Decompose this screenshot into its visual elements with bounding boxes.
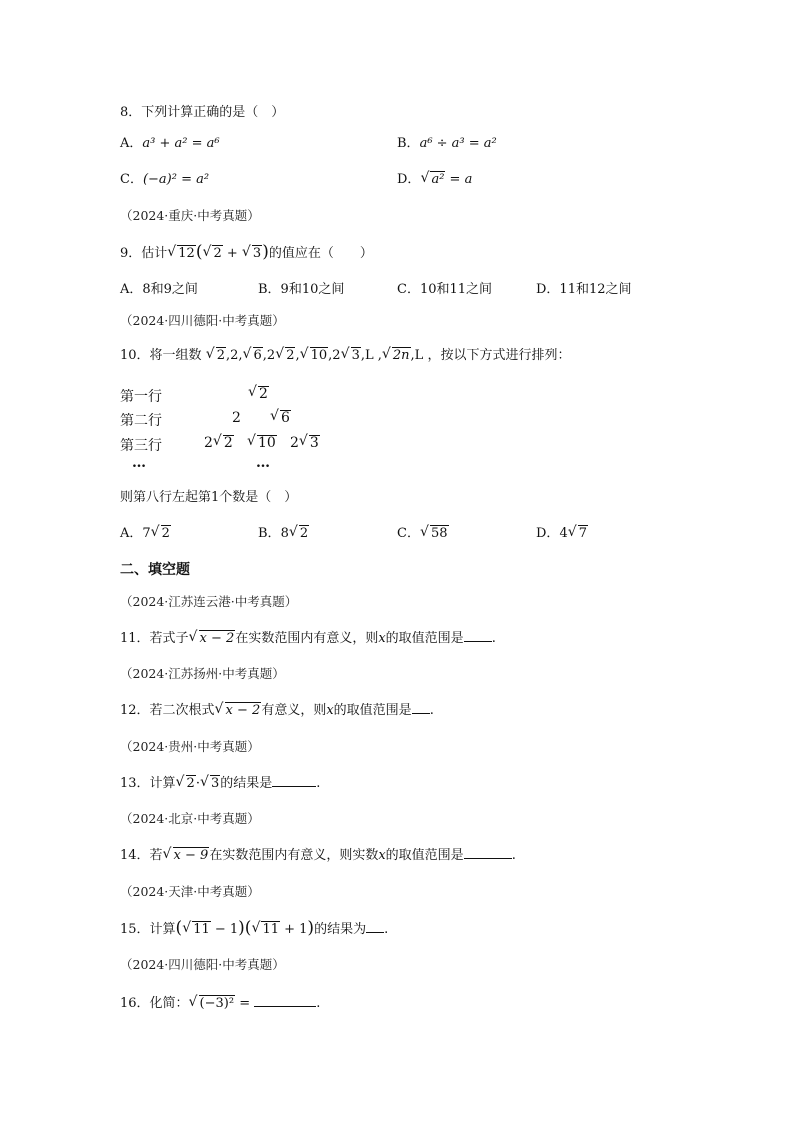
q9-option-a: A．8和9之间 [120, 282, 198, 297]
q12-pre: 12．若二次根式 [120, 703, 215, 718]
q10-option-d [536, 525, 588, 543]
sqrt-symbol [152, 525, 171, 543]
q13-post: 的结果是 [220, 776, 273, 791]
q10-row1-label: 第一行 [120, 388, 162, 404]
q15-end: . [384, 922, 389, 937]
sqrt-symbol [183, 921, 211, 939]
q9-stem: 9．估计√ 12(√ 2 + √ 3)的值应在（ ） [120, 243, 373, 263]
q10-stem: 10．将一组数 √ 2,2,√ 6,2√ 2,√ 10,2√ 3,L ,√ 2n,L ，按以下方式进行排列： [120, 347, 570, 365]
q16-eq: = [235, 996, 255, 1011]
sqrt-symbol [201, 775, 220, 793]
radicand: 11 [262, 922, 279, 937]
q15-pre: 15．计算 [120, 922, 176, 937]
q14-post: 的取值范围是 [385, 848, 464, 863]
source-q16: （2024·四川德阳·中考真题） [120, 957, 285, 972]
sqrt-symbol [383, 347, 411, 365]
q8-option-d [397, 171, 472, 189]
section-heading: 二、填空题 [120, 562, 190, 578]
q8-option-b-text: a⁶ ÷ a³ = a² [419, 136, 497, 151]
q12-mid: 有意义，则 [261, 703, 327, 718]
q9-option-d: D．11和12之间 [536, 282, 632, 297]
radicand: 10 [310, 348, 328, 363]
q10-ellipsis-left: … [132, 455, 146, 471]
q10-ellipsis-center: … [256, 455, 270, 471]
q10-row3-label: 第三行 [120, 437, 162, 453]
source-q12: （2024·江苏扬州·中考真题） [120, 666, 285, 681]
sqrt-symbol [244, 347, 263, 365]
q10-stem-pre: 10．将一组数 [120, 348, 202, 363]
q15-post: 的结果为 [314, 922, 367, 937]
sqrt-symbol [177, 775, 196, 793]
q8-option-d-radicand: a² [431, 172, 445, 187]
sqrt-symbol [207, 347, 226, 365]
q12-var: x [326, 703, 334, 718]
sqrt-symbol [301, 347, 329, 365]
radicand: 2 [286, 348, 295, 363]
sqrt-symbol [190, 995, 236, 1013]
sqrt-symbol [164, 847, 210, 865]
sqrt-symbol [300, 435, 320, 451]
source-q15: （2024·天津·中考真题） [120, 884, 260, 899]
q10-option-b-coef: 8 [280, 526, 289, 541]
source-q14: （2024·北京·中考真题） [120, 811, 260, 826]
sqrt-symbol [342, 347, 361, 365]
q8-option-b [397, 135, 497, 153]
radicand: 2n [392, 348, 410, 363]
sqrt-symbol [249, 386, 269, 402]
q10-row2-label: 第二行 [120, 412, 162, 428]
radicand: 2 [299, 526, 309, 541]
radicand: 3 [210, 776, 220, 791]
sqrt-symbol [203, 245, 222, 263]
q8-option-b-label: B． [397, 136, 420, 151]
q8-stem: 8．下列计算正确的是（ ） [120, 105, 285, 120]
q10-option-b-label: B． [258, 526, 281, 541]
radicand: 3 [252, 246, 262, 261]
radicand: 2 [161, 526, 170, 541]
radicand: 2 [213, 246, 222, 261]
q12-end: . [429, 703, 434, 718]
radicand: 2 [259, 386, 268, 402]
sqrt-symbol [276, 347, 295, 365]
q8-option-a [120, 135, 220, 153]
q11-radicand: x − 2 [199, 631, 235, 646]
q10-option-a-label: A． [120, 526, 143, 541]
radicand: 3 [351, 348, 360, 363]
q15-stem: 15．计算(√ 11 − 1)(√ 11 + 1)的结果为 . [120, 919, 388, 939]
q10-option-a [120, 525, 171, 543]
sqrt-symbol [290, 525, 309, 543]
q8-option-d-rest: = a [445, 172, 473, 187]
q10-row1-cell1 [248, 386, 269, 402]
radicand: 6 [253, 348, 262, 363]
sqrt-symbol [168, 245, 196, 263]
answer-blank [412, 701, 430, 714]
answer-blank [254, 994, 316, 1007]
q8-option-c-text: (−a)² = a² [142, 172, 210, 187]
sqrt-symbol [243, 245, 262, 263]
q14-pre: 14．若 [120, 848, 163, 863]
radicand: 2 [186, 776, 195, 791]
radicand: 3 [309, 435, 319, 451]
q8-option-a-label: A． [120, 136, 143, 151]
sqrt-symbol [569, 525, 588, 543]
q16-stem [120, 994, 320, 1013]
q14-mid: 在实数范围内有意义，则实数 [209, 848, 379, 863]
q9-option-c: C．10和11之间 [397, 282, 493, 297]
sqrt-symbol [421, 525, 449, 543]
q13-dot: · [195, 776, 200, 791]
radicand: 6 [281, 410, 290, 426]
q10-row2-cell2 [270, 410, 291, 426]
q8-option-c [120, 171, 209, 189]
answer-blank [366, 920, 384, 933]
sqrt-symbol [252, 921, 280, 939]
q13-stem [120, 774, 320, 793]
sqrt-symbol [216, 702, 262, 720]
q16-end: . [316, 996, 321, 1011]
q16-radicand: (−3)² [199, 996, 235, 1011]
q12-post: 的取值范围是 [333, 703, 412, 718]
q10-option-d-label: D． [536, 526, 560, 541]
q12-stem [120, 701, 434, 720]
sqrt-symbol [271, 410, 291, 426]
sqrt-symbol [248, 435, 277, 451]
source-q9: （2024·重庆·中考真题） [120, 208, 260, 223]
answer-blank [464, 629, 492, 642]
q9-radicand: 12 [178, 246, 195, 261]
radicand: 2 [223, 435, 233, 451]
sqrt-symbol [190, 630, 236, 648]
q14-radicand: x − 9 [173, 848, 209, 863]
q14-stem [120, 846, 516, 865]
q11-post: 的取值范围是 [385, 631, 464, 646]
q10-question: 则第八行左起第1个数是（ ） [120, 490, 298, 505]
q13-pre: 13．计算 [120, 776, 176, 791]
q13-end: . [316, 776, 321, 791]
q10-option-a-coef: 7 [142, 526, 151, 541]
q10-stem-post: ，按以下方式进行排列： [427, 348, 571, 363]
q9-stem-post: 的值应在（ ） [268, 246, 373, 261]
q16-pre: 16．化简： [120, 996, 189, 1011]
q11-stem [120, 629, 496, 648]
answer-blank [272, 774, 316, 787]
answer-blank [464, 846, 512, 859]
radicand: 10 [258, 435, 276, 451]
q14-var: x [378, 848, 386, 863]
source-q11: （2024·江苏连云港·中考真题） [120, 594, 298, 609]
q11-var: x [378, 631, 386, 646]
sqrt-symbol [214, 435, 234, 451]
radicand: 11 [193, 922, 210, 937]
q10-option-c [397, 525, 449, 543]
source-q10: （2024·四川德阳·中考真题） [120, 313, 285, 328]
q10-row3-cell1: 2√ 2 [204, 435, 234, 451]
q14-end: . [511, 848, 516, 863]
q8-option-d-label: D． [397, 172, 421, 187]
q8-option-c-label: C． [120, 172, 143, 187]
q10-option-d-coef: 4 [559, 526, 568, 541]
source-q13: （2024·贵州·中考真题） [120, 739, 260, 754]
q8-option-a-text: a³ + a² = a⁶ [142, 136, 220, 151]
radicand: 2 [216, 348, 225, 363]
q9-option-b: B．9和10之间 [258, 282, 345, 297]
q10-option-d-radicand: 7 [578, 526, 587, 541]
q11-pre: 11．若式子 [120, 631, 189, 646]
q10-option-b [258, 525, 309, 543]
q12-radicand: x − 2 [225, 703, 261, 718]
q11-end: . [491, 631, 496, 646]
q10-row3-cell2 [247, 435, 277, 451]
q9-stem-pre: 9．估计 [120, 246, 168, 261]
q10-row2-cell1: 2 [232, 410, 241, 426]
q10-option-c-label: C． [397, 526, 420, 541]
q10-option-c-radicand: 58 [430, 526, 448, 541]
sqrt-symbol [421, 171, 445, 189]
q10-row3-cell3: 2√ 3 [290, 435, 320, 451]
q11-mid: 在实数范围内有意义，则 [235, 631, 379, 646]
